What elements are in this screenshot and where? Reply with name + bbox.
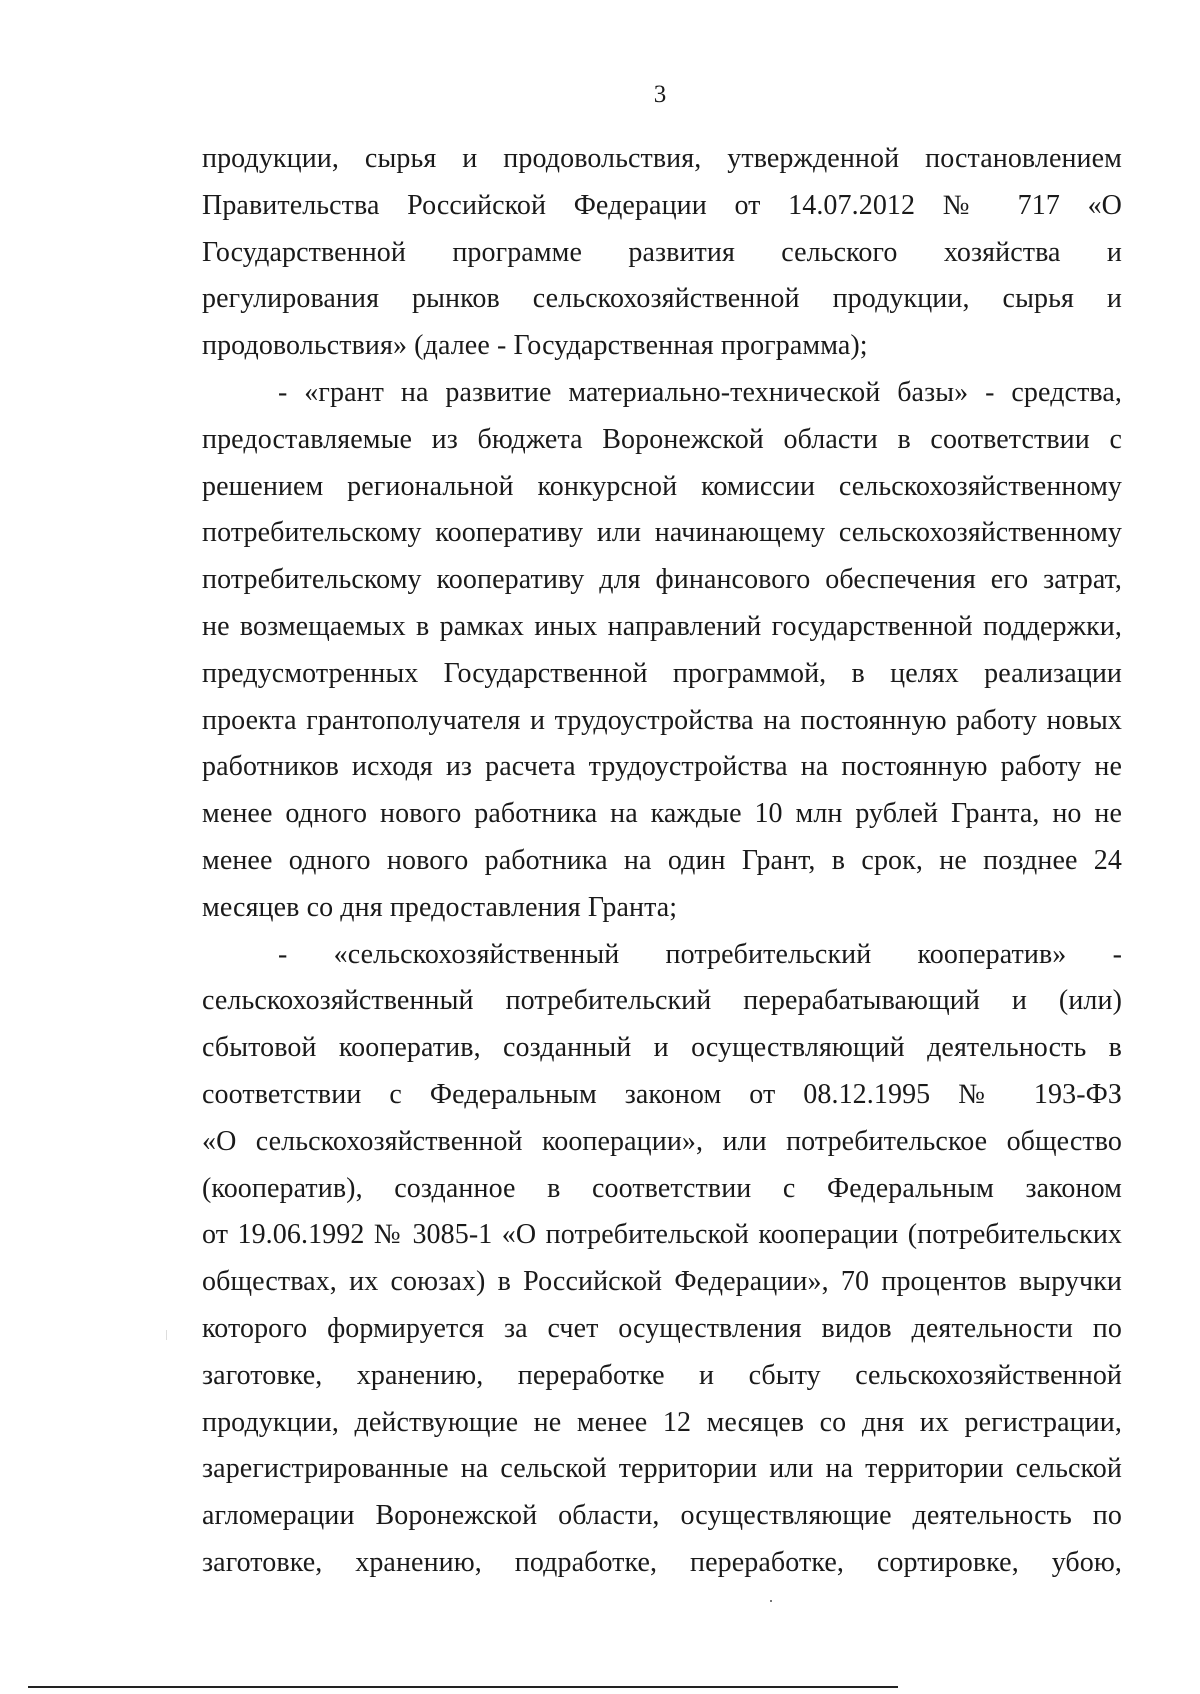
footer-rule xyxy=(28,1686,898,1688)
body-line-paragraph-start: - «грант на развитие материально-технической базы» - средства, xyxy=(278,376,1122,408)
body-line: зарегистрированные на сельской территории или на территории сельской xyxy=(202,1453,1122,1485)
body-line: заготовке, хранению, переработке и сбыту сельскохозяйственной xyxy=(202,1359,1122,1391)
page-number: 3 xyxy=(653,81,667,108)
body-line: сельскохозяйственный потребительский перерабатывающий и (или) xyxy=(202,985,1122,1017)
body-line: месяцев со дня предоставления Гранта; xyxy=(202,891,678,923)
body-line: продовольствия» (далее - Государственная программа); xyxy=(202,330,868,362)
body-line: продукции, сырья и продовольствия, утвержденной постановлением xyxy=(202,143,1122,174)
body-line: соответствии с Федеральным законом от 08.12.1995 № 193-ФЗ xyxy=(202,1078,1122,1110)
body-line: заготовке, хранению, подработке, переработке, сортировке, убою, xyxy=(202,1546,1122,1578)
body-line: менее одного нового работника на один Грант, в срок, не позднее 24 xyxy=(202,844,1122,876)
body-line: потребительскому кооперативу или начинающему сельскохозяйственному xyxy=(202,517,1122,549)
body-line: регулирования рынков сельскохозяйственной продукции, сырья и xyxy=(202,283,1122,315)
body-line: не возмещаемых в рамках иных направлений государственной поддержки, xyxy=(202,610,1122,642)
body-line: решением региональной конкурсной комиссии сельскохозяйственному xyxy=(202,470,1122,502)
body-line: сбытовой кооператив, созданный и осуществляющий деятельность в xyxy=(202,1032,1122,1064)
body-line: продукции, действующие не менее 12 месяцев со дня их регистрации, xyxy=(202,1406,1122,1438)
body-line: которого формируется за счет осуществления видов деятельности по xyxy=(202,1312,1122,1344)
body-line: обществах, их союзах) в Российской Федерации», 70 процентов выручки xyxy=(202,1266,1122,1298)
body-line: «О сельскохозяйственной кооперации», или потребительское общество xyxy=(202,1125,1122,1157)
body-line: потребительскому кооперативу для финансового обеспечения его затрат, xyxy=(202,564,1122,596)
body-line: работников исходя из расчета трудоустройства на постоянную работу не xyxy=(202,751,1122,783)
document-body xyxy=(202,136,1122,1587)
scan-margin-mark xyxy=(166,1330,167,1340)
body-line: (кооператив), созданное в соответствии с Федеральным законом xyxy=(202,1172,1122,1204)
body-line: агломерации Воронежской области, осуществляющие деятельность по xyxy=(202,1500,1122,1532)
body-line: Государственной программе развития сельского хозяйства и xyxy=(202,236,1122,268)
body-line: менее одного нового работника на каждые 10 млн рублей Гранта, но не xyxy=(202,798,1122,830)
body-line: проекта грантополучателя и трудоустройства на постоянную работу новых xyxy=(202,704,1122,736)
body-line: предоставляемые из бюджета Воронежской области в соответствии с xyxy=(202,423,1122,455)
scan-speck xyxy=(770,1600,772,1602)
body-line-paragraph-start: - «сельскохозяйственный потребительский кооператив» - xyxy=(278,938,1122,970)
body-line: Правительства Российской Федерации от 14.07.2012 № 717 «О xyxy=(202,189,1122,221)
body-line: предусмотренных Государственной программой, в целях реализации xyxy=(202,657,1122,689)
body-line: от 19.06.1992 № 3085-1 «О потребительской кооперации (потребительских xyxy=(202,1219,1122,1251)
